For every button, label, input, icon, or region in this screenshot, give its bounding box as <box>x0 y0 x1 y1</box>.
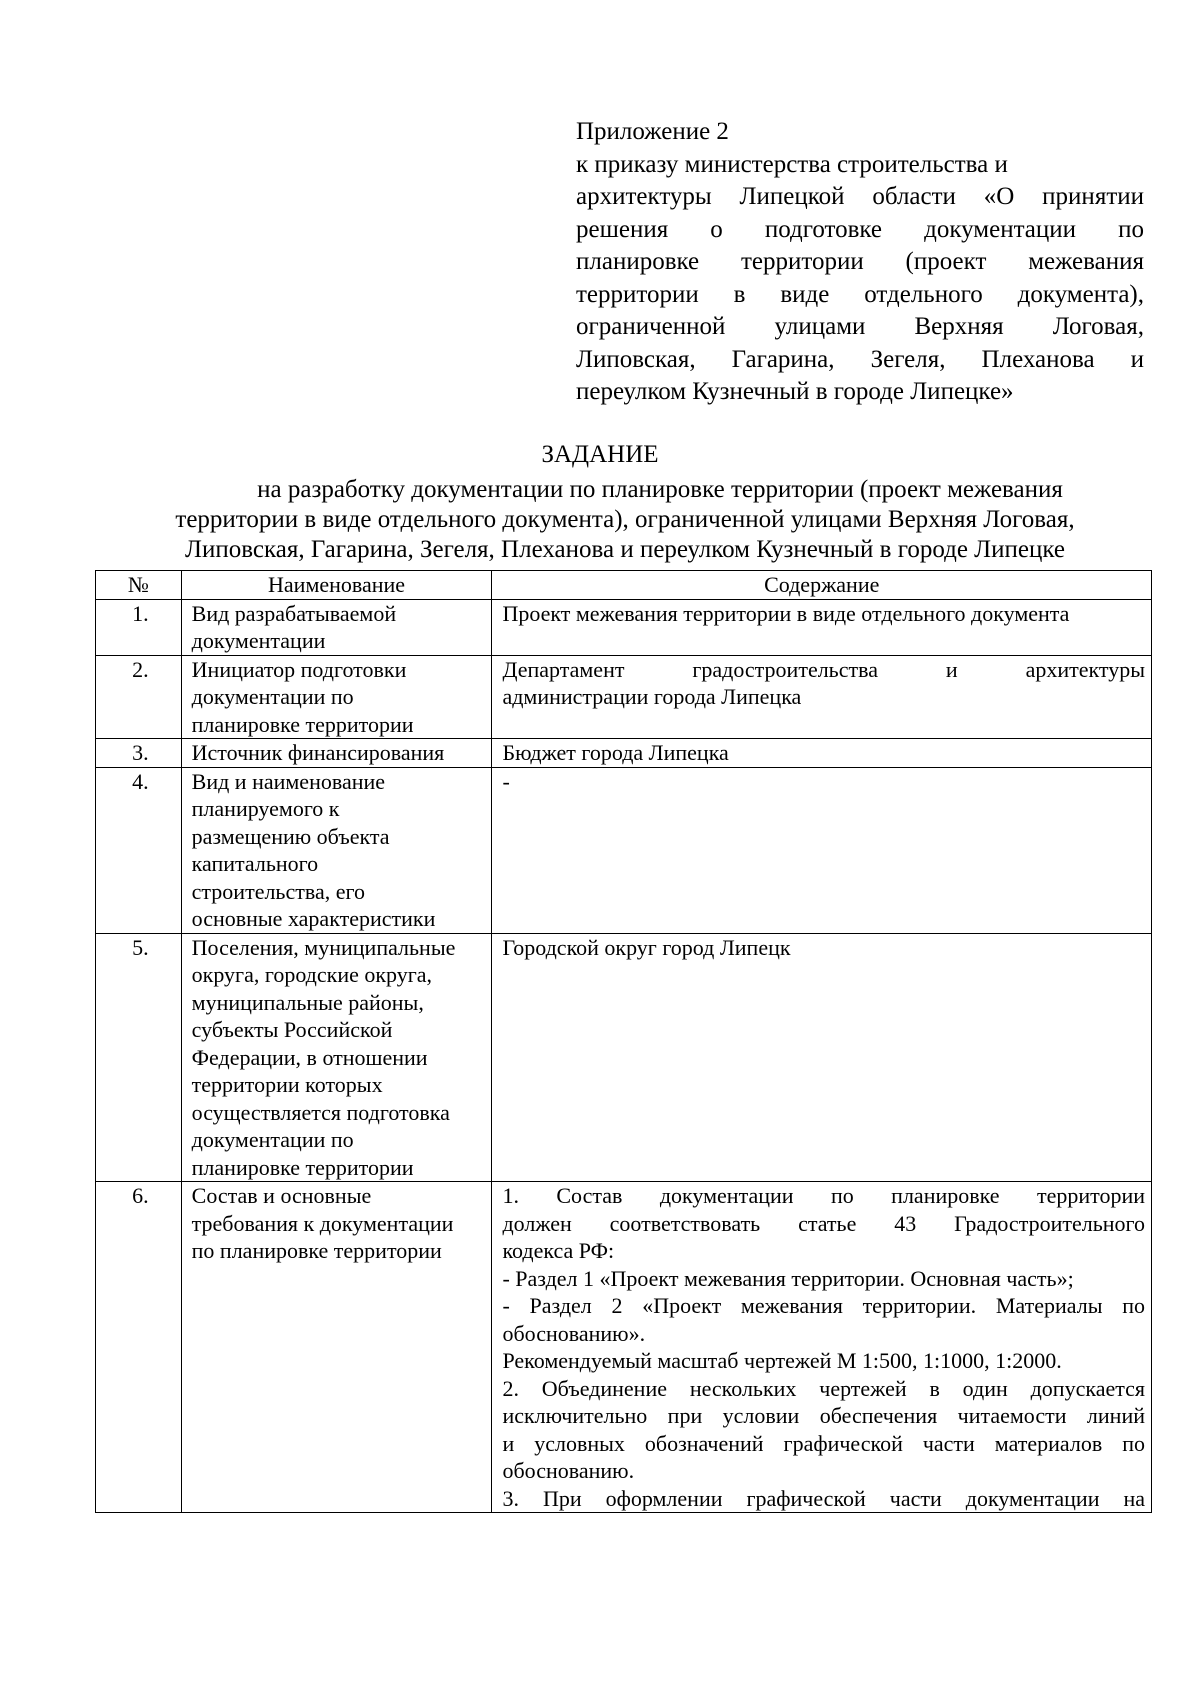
appendix-text-line: территории в виде отдельного документа), <box>576 280 1144 308</box>
row-name: Источник финансирования <box>181 739 492 768</box>
appendix-text-line: к приказу министерства строительства и <box>576 150 1008 178</box>
appendix-text-line: ограниченной улицами Верхняя Логовая, <box>576 313 1144 340</box>
table-row <box>96 767 1152 933</box>
table-row <box>96 599 1152 655</box>
row-content: Департамент градостроительства и архитектуры администрации города Липецка <box>492 655 1152 739</box>
appendix-number: Приложение 2 <box>576 118 729 145</box>
task-subtitle <box>100 475 1150 565</box>
appendix-header <box>576 116 1144 409</box>
row-number: 1. <box>96 599 182 655</box>
row-name: Состав и основные требования к документации по планировке территории <box>181 1182 492 1513</box>
row-number: 2. <box>96 655 182 739</box>
task-title: ЗАДАНИЕ <box>541 441 659 468</box>
row-name: Поселения, муниципальные округа, городские округа, муниципальные районы, субъекты Российской Федерации, в отношении территории которых осуществляется подготовка документации по планировке территории <box>181 933 492 1182</box>
task-subtitle-line: Липовская, Гагарина, Зегеля, Плеханова и переулком Кузнечный в городе Липецке <box>184 536 1065 563</box>
row-content: Проект межевания территории в виде отдельного документа <box>492 599 1152 655</box>
header-number: № <box>96 571 182 600</box>
table-row <box>96 655 1152 739</box>
row-content: - <box>492 767 1152 933</box>
task-subtitle-line: на разработку документации по планировке территории (проект межевания <box>257 476 1063 503</box>
row-number: 4. <box>96 767 182 933</box>
table-row <box>96 1182 1152 1513</box>
row-number: 6. <box>96 1182 182 1513</box>
appendix-text-line: Липовская, Гагарина, Зегеля, Плеханова и <box>576 345 1144 373</box>
row-number: 5. <box>96 933 182 1182</box>
table-header-row <box>96 571 1152 600</box>
task-subtitle-line: территории в виде отдельного документа), ограниченной улицами Верхняя Логовая, <box>175 506 1075 533</box>
row-number: 3. <box>96 739 182 768</box>
row-name: Вид и наименование планируемого к размещению объекта капитального строительства, его основные характеристики <box>181 767 492 933</box>
table-row <box>96 739 1152 768</box>
appendix-text-line: архитектуры Липецкой области «О принятии <box>576 183 1144 210</box>
header-name: Наименование <box>181 571 492 600</box>
table-row <box>96 933 1152 1182</box>
row-content: 1. Состав документации по планировке территории должен соответствовать статье 43 Градостроительного кодекса РФ: - Раздел 1 «Проект межевания территории. Основная часть»; - Раздел 2 «Проект межевания территории. Материалы по обоснованию». Рекомендуемый масштаб чертежей М 1:500, 1:1000, 1:2000. 2. Объединение нескольких чертежей в один допускается исключительно при условии обеспечения читаемости линий и условных обозначений графической части материалов по обоснованию. 3. При оформлении графической части документации на <box>492 1182 1152 1513</box>
row-name: Вид разрабатываемой документации <box>181 599 492 655</box>
task-table <box>95 570 1152 1513</box>
appendix-text-line: переулком Кузнечный в городе Липецке» <box>576 378 1014 405</box>
appendix-text-line: решения о подготовке документации по <box>576 215 1144 243</box>
row-name: Инициатор подготовки документации по планировке территории <box>181 655 492 739</box>
appendix-text-line: планировке территории (проект межевания <box>576 248 1144 275</box>
header-content: Содержание <box>492 571 1152 600</box>
row-content: Городской округ город Липецк <box>492 933 1152 1182</box>
row-content: Бюджет города Липецка <box>492 739 1152 768</box>
